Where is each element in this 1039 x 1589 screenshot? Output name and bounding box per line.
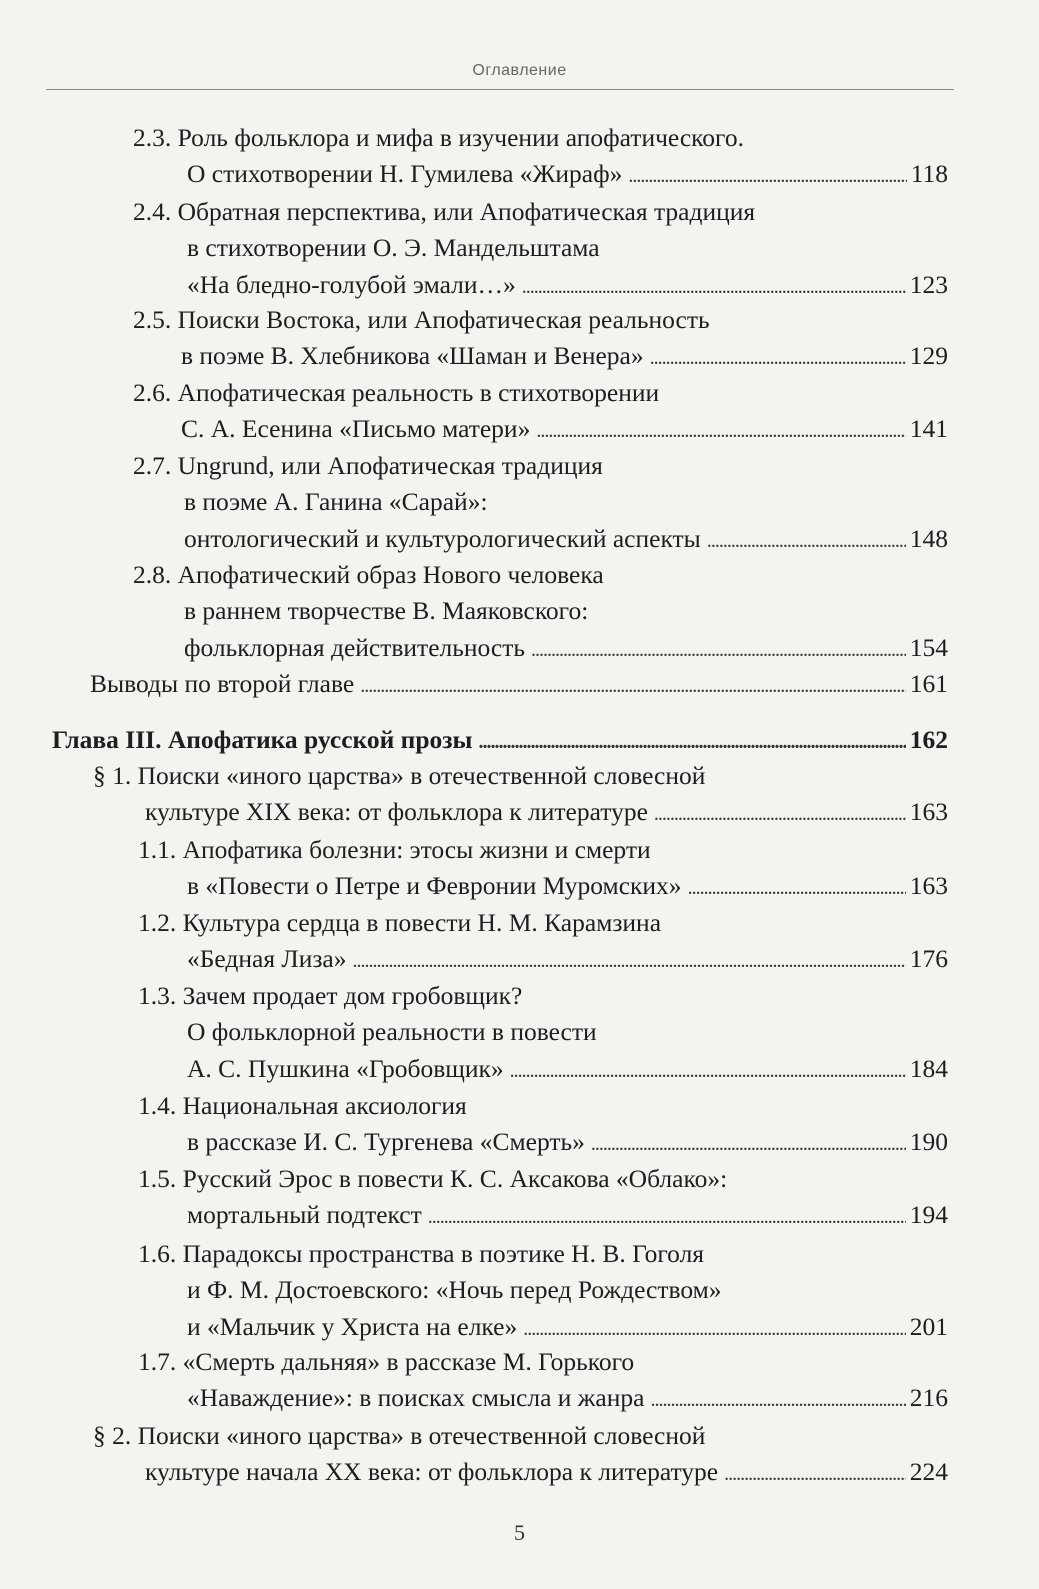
dot-leader	[428, 1197, 906, 1235]
toc-entry-title: в раннем творчестве В. Маяковского:	[184, 596, 589, 626]
page-number: 5	[514, 1520, 525, 1545]
toc-entry-title: § 2. Поиски «иного царства» в отечественной словесной	[93, 1421, 706, 1450]
dot-leader	[531, 630, 906, 668]
toc-entry-title: в стихотворении О. Э. Мандельштама	[187, 233, 600, 263]
toc-entry-title: 2.3. Роль фольклора и мифа в изучении апофатического.	[133, 123, 744, 152]
toc-page-number: 201	[909, 1311, 948, 1341]
toc-entry-title: 2.4. Обратная перспектива, или Апофатическая традиция	[133, 197, 756, 226]
toc-entry-title: и «Мальчик у Христа на елке»	[187, 1311, 518, 1341]
toc-entry-title: 1.6. Парадоксы пространства в поэтике Н. В. Гоголя	[138, 1239, 705, 1268]
toc-page-number: 161	[909, 669, 948, 698]
toc-entry-line	[187, 1309, 948, 1345]
dot-leader	[478, 722, 905, 760]
toc-entry-title: 1.1. Апофатика болезни: этосы жизни и смерти	[138, 835, 651, 864]
toc-entry-line	[181, 411, 948, 447]
toc-entry-line	[145, 794, 948, 830]
toc-entry-title: в «Повести о Петре и Февронии Муромских»	[187, 871, 682, 901]
toc-entry-title: 2.5. Поиски Востока, или Апофатическая реальность	[133, 305, 710, 334]
toc-entry-title: «На бледно-голубой эмали…»	[187, 269, 516, 299]
toc-entry-line	[184, 521, 948, 557]
dot-leader	[523, 1309, 906, 1347]
toc-page-number: 129	[909, 341, 948, 371]
toc-page-number: 184	[909, 1053, 948, 1083]
toc-entry-line	[187, 1197, 948, 1233]
toc-page-number: 118	[910, 159, 948, 189]
toc-entry-title: культуре XIX века: от фольклора к литературе	[145, 797, 648, 827]
toc-entry-title: Глава III. Апофатика русской прозы	[52, 725, 473, 754]
toc-entry-title: «Наваждение»: в поисках смысла и жанра	[187, 1383, 645, 1413]
toc-page-number: 163	[909, 871, 948, 901]
dot-leader	[654, 794, 906, 832]
dot-leader	[724, 1454, 906, 1492]
toc-page-number: 148	[909, 523, 948, 553]
toc-entry-line	[187, 868, 948, 904]
toc-page-number: 141	[909, 414, 948, 444]
dot-leader	[360, 666, 906, 704]
toc-entry-line	[187, 156, 948, 192]
toc-entry-line	[145, 1454, 948, 1490]
toc-entry-title: 1.7. «Смерть дальняя» в рассказе М. Горького	[138, 1347, 635, 1376]
toc-entry-line	[181, 338, 948, 374]
toc-entry-title: 1.2. Культура сердца в повести Н. М. Карамзина	[138, 908, 662, 937]
dot-leader	[510, 1051, 906, 1089]
dot-leader	[522, 267, 906, 305]
toc-entry-title: культуре начала XX века: от фольклора к литературе	[145, 1457, 719, 1487]
toc-entry-line	[187, 1051, 948, 1087]
toc-page-number: 163	[909, 797, 948, 827]
toc-entry-title: и Ф. М. Достоевского: «Ночь перед Рождеством»	[187, 1275, 722, 1305]
toc-entry-title: «Бедная Лиза»	[187, 944, 347, 974]
toc-entry-title: в поэме В. Хлебникова «Шаман и Венера»	[181, 341, 644, 371]
toc-entry-title: 1.3. Зачем продает дом гробовщик?	[138, 981, 523, 1010]
toc-entry-title: 2.6. Апофатическая реальность в стихотворении	[133, 378, 660, 407]
toc-entry-line	[52, 722, 948, 758]
toc-page-number: 176	[909, 944, 948, 974]
toc-entry-title: онтологический и культурологический аспекты	[184, 523, 701, 553]
toc-entry-title: 2.8. Апофатический образ Нового человека	[133, 560, 604, 589]
toc-entry-title: О фольклорной реальности в повести	[187, 1017, 597, 1047]
dot-leader	[650, 338, 906, 376]
toc-entry-title: С. А. Есенина «Письмо матери»	[181, 414, 531, 444]
dot-leader	[628, 156, 906, 194]
toc-page-number: 162	[909, 725, 948, 754]
toc-entry-line	[187, 941, 948, 977]
running-head: Оглавление	[472, 62, 567, 79]
dot-leader	[536, 411, 905, 449]
dot-leader	[591, 1124, 906, 1162]
toc-entry-title: Выводы по второй главе	[90, 669, 355, 698]
toc-entry-line	[184, 630, 948, 666]
toc-entry-title: § 1. Поиски «иного царства» в отечественной словесной	[93, 761, 706, 790]
toc-page-number: 194	[909, 1200, 948, 1230]
toc-entry-title: фольклорная действительность	[184, 632, 526, 662]
toc-page-number: 154	[909, 632, 948, 662]
toc-entry-title: 1.5. Русский Эрос в повести К. С. Аксакова «Облако»:	[138, 1164, 728, 1193]
dot-leader	[688, 868, 906, 906]
toc-entry-title: 1.4. Национальная аксиология	[138, 1091, 467, 1120]
toc-entry-line	[187, 1124, 948, 1160]
toc-entry-title: О стихотворении Н. Гумилева «Жираф»	[187, 159, 623, 189]
toc-page-number: 190	[909, 1127, 948, 1157]
toc-entry-line	[90, 666, 948, 702]
dot-leader	[650, 1380, 905, 1418]
dot-leader	[707, 521, 906, 559]
toc-page-number: 216	[909, 1383, 948, 1413]
toc-entry-line	[187, 1380, 948, 1416]
toc-entry-title: в поэме А. Ганина «Сарай»:	[184, 487, 488, 517]
toc-entry-title: мортальный подтекст	[187, 1200, 422, 1230]
toc-entry-line	[187, 267, 948, 303]
toc-entry-title: А. С. Пушкина «Гробовщик»	[187, 1053, 504, 1083]
toc-page-number: 123	[909, 269, 948, 299]
toc-page-number: 224	[909, 1457, 948, 1487]
toc-entry-title: 2.7. Ungrund, или Апофатическая традиция	[133, 451, 603, 480]
dot-leader	[353, 941, 906, 979]
toc-entry-title: в рассказе И. С. Тургенева «Смерть»	[187, 1127, 585, 1157]
